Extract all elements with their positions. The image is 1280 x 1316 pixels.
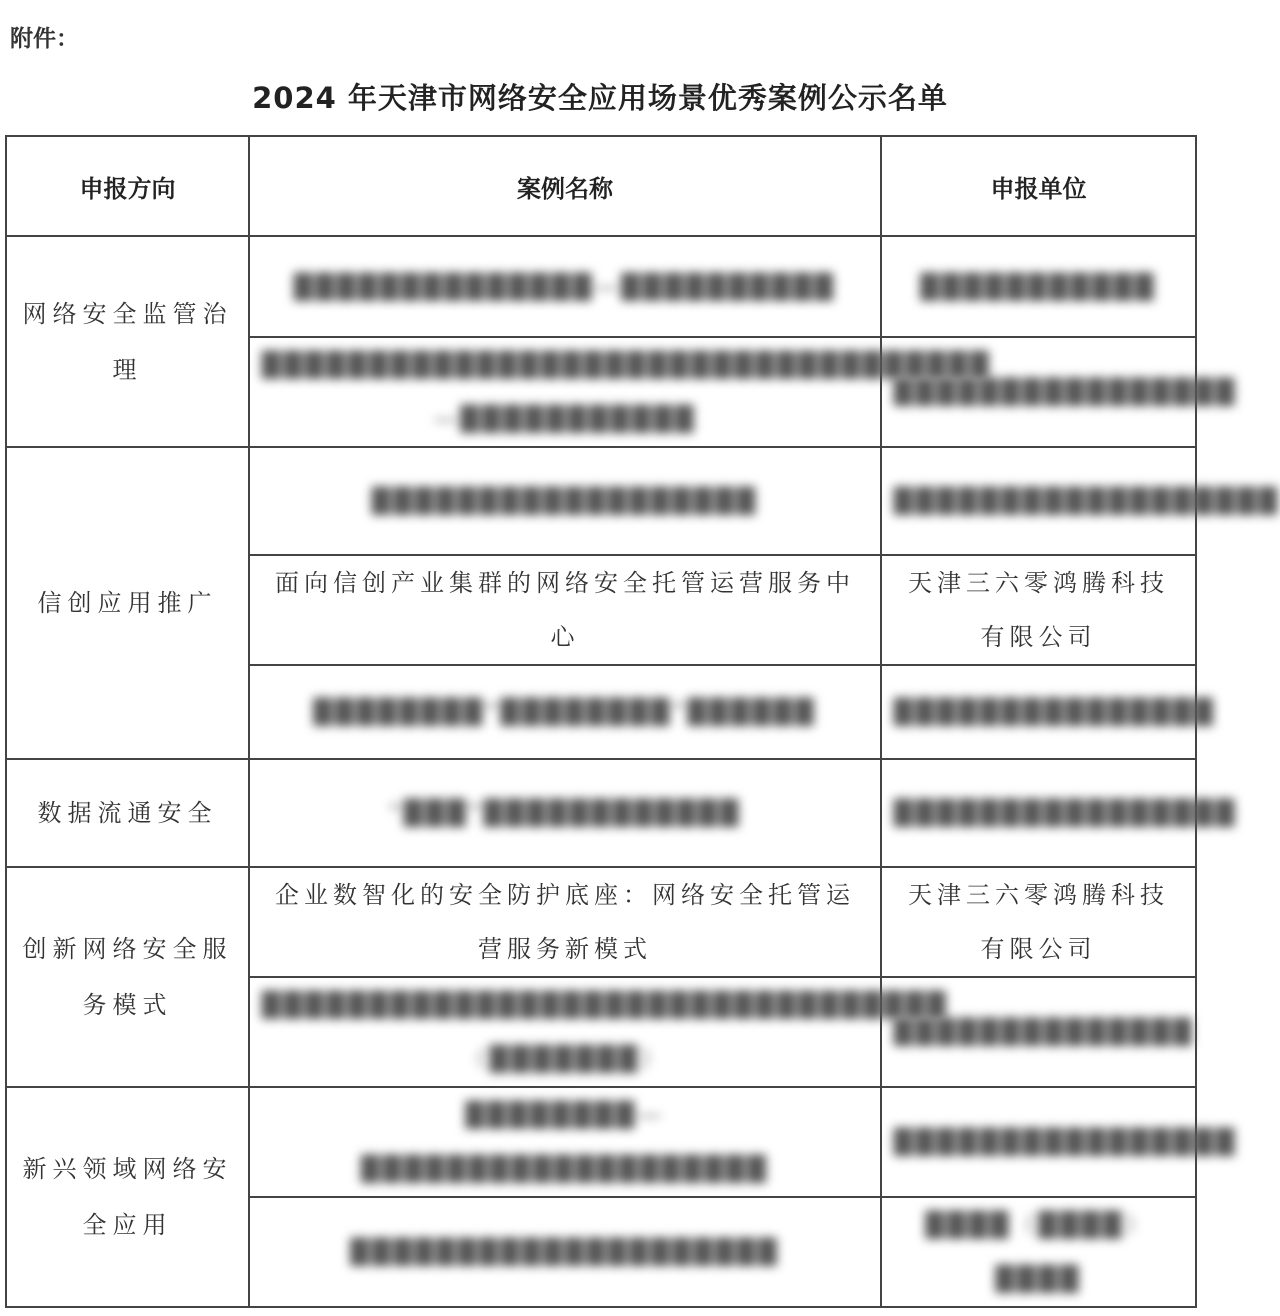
category-cell: 创新网络安全服务模式 (6, 867, 249, 1087)
table-row (6, 1087, 1196, 1197)
column-header-unit: 申报单位 (881, 136, 1196, 236)
table-row (6, 236, 1196, 337)
category-cell: 新兴领域网络安全应用 (6, 1087, 249, 1307)
unit-cell: ███████████████ (881, 665, 1196, 759)
unit-cell: ████████████████ (881, 337, 1196, 447)
case-name-cell: ██████████████—██████████ (249, 236, 881, 337)
table-row (6, 447, 1196, 555)
category-cell: 网络安全监管治理 (6, 236, 249, 447)
unit-cell: 天津三六零鸿腾科技有限公司 (881, 555, 1196, 665)
document-title: 2024 年天津市网络安全应用场景优秀案例公示名单 (252, 81, 948, 115)
unit-cell: ██████████████████ (881, 447, 1196, 555)
unit-cell: ████████████████ (881, 1087, 1196, 1197)
case-name-cell: ██████████████████████████████████—███████████ (249, 337, 881, 447)
unit-cell: ████████████████ (881, 759, 1196, 867)
attachment-label: 附件： (10, 26, 79, 52)
column-header-direction: 申报方向 (6, 136, 249, 236)
case-name-cell: ██████████████████ (249, 447, 881, 555)
case-name-cell: ████████—███████████████████ (249, 1087, 881, 1197)
table-row (6, 759, 1196, 867)
case-name-cell: ████████████████████ (249, 1197, 881, 1307)
case-name-cell: ████████████████████████████████（███████） (249, 977, 881, 1087)
unit-cell: ██████████████ (881, 977, 1196, 1087)
case-name-cell: 企业数智化的安全防护底座：网络安全托管运营服务新模式 (249, 867, 881, 977)
unit-cell: ████（████）████ (881, 1197, 1196, 1307)
table-row (6, 867, 1196, 977)
category-cell: 信创应用推广 (6, 447, 249, 759)
case-name-cell: 面向信创产业集群的网络安全托管运营服务中心 (249, 555, 881, 665)
table-header-row (6, 136, 1196, 236)
unit-cell: 天津三六零鸿腾科技有限公司 (881, 867, 1196, 977)
case-list-table (5, 135, 1280, 1308)
category-cell: 数据流通安全 (6, 759, 249, 867)
case-name-cell: ████████“████████”██████ (249, 665, 881, 759)
unit-cell: ███████████ (881, 236, 1196, 337)
column-header-case-name: 案例名称 (249, 136, 881, 236)
case-name-cell: “███”████████████ (249, 759, 881, 867)
